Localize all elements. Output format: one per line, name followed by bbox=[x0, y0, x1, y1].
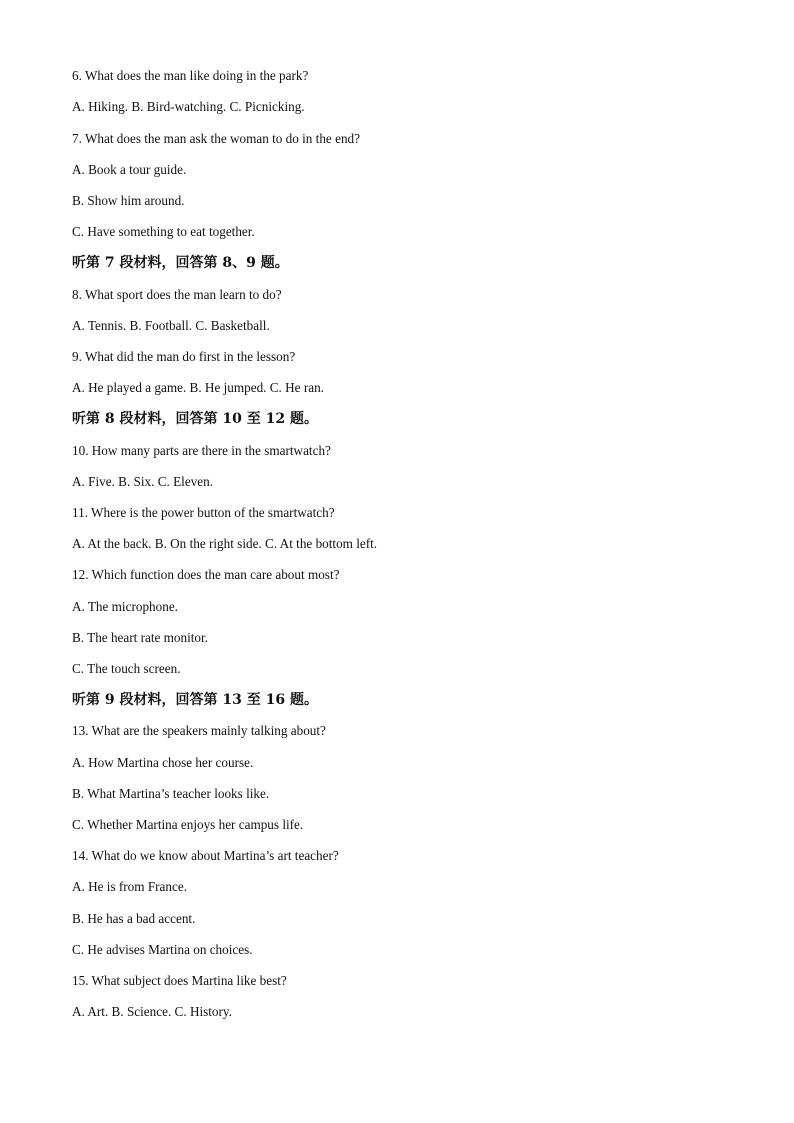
question-10: 10. How many parts are there in the smartwatch? bbox=[72, 443, 331, 458]
question-15: 15. What subject does Martina like best? bbox=[72, 973, 287, 988]
question-8-options: A. Tennis. B. Football. C. Basketball. bbox=[72, 318, 270, 333]
question-7-option-a: A. Book a tour guide. bbox=[72, 162, 187, 177]
question-15-options: A. Art. B. Science. C. History. bbox=[72, 1004, 232, 1019]
question-6: 6. What does the man like doing in the park? bbox=[72, 68, 309, 83]
question-14-option-b: B. He has a bad accent. bbox=[72, 911, 196, 926]
question-14-option-a: A. He is from France. bbox=[72, 879, 187, 894]
question-10-options: A. Five. B. Six. C. Eleven. bbox=[72, 474, 214, 489]
question-9: 9. What did the man do first in the lesson? bbox=[72, 349, 296, 364]
question-11: 11. Where is the power button of the smartwatch? bbox=[72, 505, 335, 520]
question-7-option-b: B. Show him around. bbox=[72, 193, 185, 208]
question-9-options: A. He played a game. B. He jumped. C. He ran. bbox=[72, 380, 324, 395]
question-11-options: A. At the back. B. On the right side. C. At the bottom left. bbox=[72, 536, 378, 551]
question-6-options: A. Hiking. B. Bird-watching. C. Picnicking. bbox=[72, 99, 305, 114]
section-heading-7: 听第 7 段材料，回答第 8、9 题。 bbox=[72, 255, 289, 271]
question-13-option-a: A. How Martina chose her course. bbox=[72, 755, 254, 770]
section-heading-9: 听第 9 段材料，回答第 13 至 16 题。 bbox=[72, 692, 318, 708]
question-7-option-c: C. Have something to eat together. bbox=[72, 224, 255, 239]
question-12-option-a: A. The microphone. bbox=[72, 599, 178, 614]
question-12-option-b: B. The heart rate monitor. bbox=[72, 630, 208, 645]
question-14-option-c: C. He advises Martina on choices. bbox=[72, 942, 253, 957]
question-7: 7. What does the man ask the woman to do in the end? bbox=[72, 131, 360, 146]
question-14: 14. What do we know about Martina’s art teacher? bbox=[72, 848, 339, 863]
question-13-option-c: C. Whether Martina enjoys her campus life. bbox=[72, 817, 304, 832]
question-12-option-c: C. The touch screen. bbox=[72, 661, 181, 676]
question-8: 8. What sport does the man learn to do? bbox=[72, 287, 282, 302]
section-heading-8: 听第 8 段材料，回答第 10 至 12 题。 bbox=[72, 411, 318, 427]
question-12: 12. Which function does the man care about most? bbox=[72, 567, 340, 582]
question-13-option-b: B. What Martina’s teacher looks like. bbox=[72, 786, 270, 801]
question-13: 13. What are the speakers mainly talking about? bbox=[72, 723, 326, 738]
